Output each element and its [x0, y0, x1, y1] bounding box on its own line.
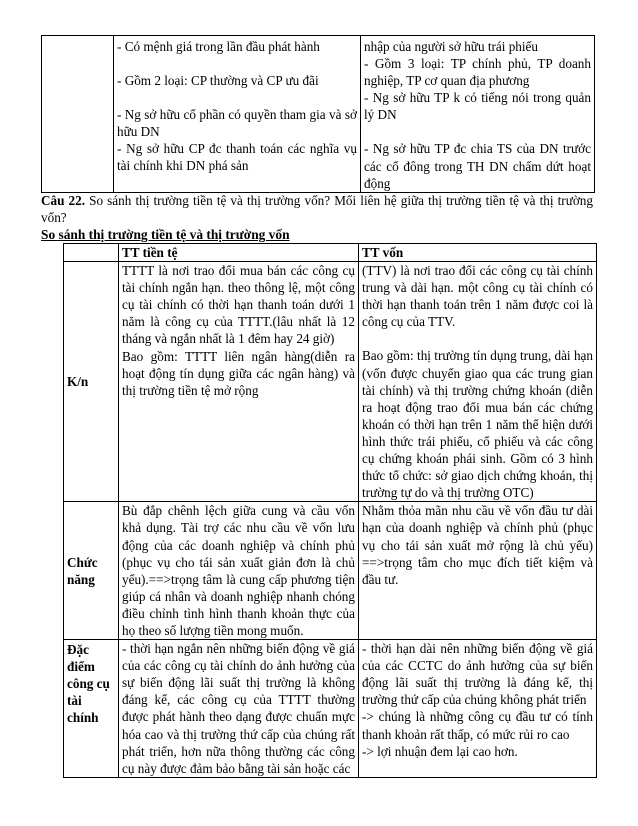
bond-features-cell: [361, 36, 595, 193]
column-header: TT vốn: [359, 244, 597, 262]
cell-paragraph: - thời hạn ngắn nên những biến động về giá của các công cụ tài chính do ảnh hưởng của sự biến động lãi suất thị trường là không đáng kể, các công cụ của TTTT thường được phát hành theo dạng được chuẩn mực hóa cao và thị trường thứ cấp của chúng rất phát triển, hơn nữa thông thường các công cụ này được đảm bảo bằng tài sản hoặc các: [122, 641, 355, 776]
bond-feature-item: - Ng sở hữu TP đc chia TS của DN trước các cổ đông trong TH DN chấm dứt hoạt động: [364, 141, 591, 191]
money-market-cell: [119, 262, 359, 502]
bond-feature-item: - Gồm 3 loại: TP chính phủ, TP doanh nghiệp, TP cơ quan địa phương: [364, 56, 591, 89]
stock-features-cell: [114, 36, 361, 193]
bond-stock-table: [41, 35, 595, 193]
cell-paragraph: - thời hạn dài nên những biến động về giá của các CCTC do ảnh hưởng của sự biến động lãi suất thị trường là đáng kể, thị trường thứ cấp của chúng không phát triển: [362, 641, 593, 708]
bond-feature-item: nhập của người sở hữu trái phiếu: [364, 39, 539, 54]
cell-paragraph: Bù đắp chênh lệch giữa cung và cầu vốn khả dụng. Tài trợ các nhu cầu về vốn lưu động của các doanh nghiệp và chính phủ (phục vụ cho tái sản xuất giản đơn là chủ yếu).==>trọng tâm là cung cấp phương tiện giúp cá nhân và doanh nghiệp nhanh chóng điều chỉnh tình hình thanh khoản thực của họ theo số lượng tiền mong muốn.: [122, 503, 355, 638]
money-market-cell: [119, 502, 359, 640]
cell-paragraph: TTTT là nơi trao đổi mua bán các công cụ tài chính ngắn hạn. theo thông lệ, một công cụ tài chính có thời hạn thanh toán dưới 1 năm là công cụ của TTTT.(lâu nhất là 12 tháng và ngắn nhất là 1 đêm hay 24 giờ): [122, 263, 355, 347]
table-row: [64, 262, 597, 502]
capital-market-cell: [359, 640, 597, 778]
question-text: So sánh thị trường tiền tệ và thị trường vốn? Mối liên hệ giữa thị trường tiền tệ và thị trường vốn?: [41, 193, 593, 226]
stock-feature-item: - Gồm 2 loại: CP thường và CP ưu đãi: [117, 73, 319, 89]
bond-feature-item: - Ng sở hữu TP k có tiếng nói trong quản lý DN: [364, 90, 591, 123]
capital-market-cell: [359, 502, 597, 640]
row-label: Đặc điểm công cụ tài chính: [64, 640, 119, 778]
comparison-table: [63, 243, 597, 778]
stock-feature-item: - Có mệnh giá trong lần đầu phát hành: [117, 39, 320, 54]
row-label: K/n: [64, 262, 119, 502]
question-paragraph: [41, 192, 593, 226]
cell-paragraph: Bao gồm: TTTT liên ngân hàng(diễn ra hoạt động tín dụng giữa các ngân hàng) và thị trường tiền tệ mở rộng: [122, 348, 355, 398]
money-market-cell: [119, 640, 359, 778]
table-row: [64, 640, 597, 778]
table-header-row: [64, 244, 597, 262]
stock-feature-item: - Ng sở hữu cổ phần có quyền tham gia và sở hữu DN: [117, 107, 357, 140]
cell-paragraph: Nhằm thỏa mãn nhu cầu về vốn đầu tư dài hạn của doanh nghiệp và chính phủ (phục vụ cho tái sản xuất mở rộng là chủ yếu) ==>trọng tâm cho mục đích tiết kiệm và đầu tư.: [362, 503, 593, 587]
capital-market-cell: [359, 262, 597, 502]
row-label: Chức năng: [64, 502, 119, 640]
cell-paragraph: Bao gồm: thị trường tín dụng trung, dài hạn (vốn được chuyển giao qua các trung gian tài chính) và thị trường chứng khoán (diễn ra hoạt động trao đổi mua bán các chứng khoán có thời hạn trên 1 năm thể hiện dưới hình thức trái phiếu, cổ phiếu và các công cụ chứng khoán phái sinh. Gồm có 3 hình thức tổ chức: sở giao dịch chứng khoán, thị trường tự do và thị trường OTC): [362, 348, 593, 501]
cell-paragraph: -> lợi nhuận đem lại cao hơn.: [362, 743, 518, 759]
stock-feature-item: - Ng sở hữu CP đc thanh toán các nghĩa vụ tài chính khi DN phá sản: [117, 141, 357, 174]
section-title: So sánh thị trường tiền tệ và thị trường vốn: [41, 227, 290, 242]
table-cell-empty: [42, 36, 114, 193]
column-header: [64, 244, 119, 262]
question-label: Câu 22.: [41, 193, 86, 208]
table-row: [42, 36, 595, 193]
table-row: [64, 502, 597, 640]
column-header: TT tiền tệ: [119, 244, 359, 262]
cell-paragraph: -> chúng là những công cụ đầu tư có tính thanh khoản rất thấp, có mức rủi ro cao: [362, 709, 593, 742]
cell-paragraph: (TTV) là nơi trao đổi các công cụ tài chính trung và dài hạn. một công cụ tài chính có thời hạn thanh toán trên 1 năm được coi là công cụ của TTV.: [362, 263, 593, 330]
